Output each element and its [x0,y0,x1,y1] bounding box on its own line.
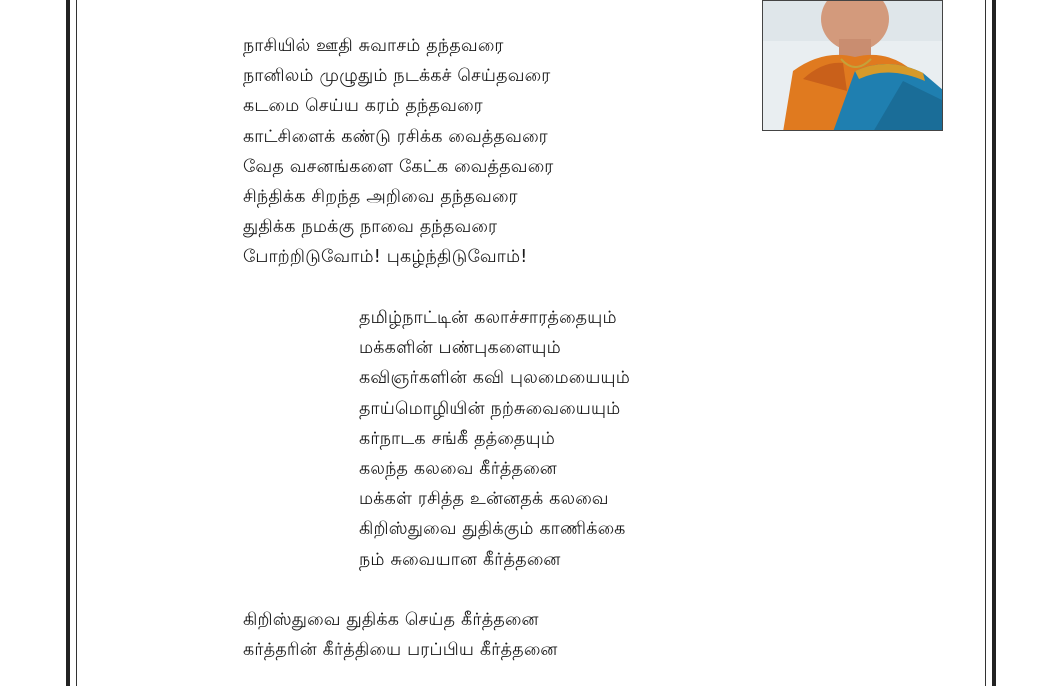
stanza-3 [243,605,558,665]
portrait-photo [762,0,943,131]
portrait-photo-icon [763,1,943,131]
poem-line: கவிஞர்களின் கவி புலமையையும் [359,368,631,389]
poem-line: சிந்திக்க சிறந்த அறிவை தந்தவரை [243,186,518,207]
poem-line: கிறிஸ்துவை துதிக்கும் காணிக்கை [359,519,626,540]
poem-line: போற்றிடுவோம்! புகழ்ந்திடுவோம்! [243,247,528,268]
poem-line: தாய்மொழியின் நற்சுவையையும் [359,398,621,419]
poem-line: கிறிஸ்துவை துதிக்க செய்த கீர்த்தனை [243,610,539,630]
poem-line: தமிழ்நாட்டின் கலாச்சாரத்தையும் [359,308,617,328]
poem-line: மக்களின் பண்புகளையும் [359,338,561,359]
poem-line: கர்த்தரின் கீர்த்தியை பரப்பிய கீர்த்தனை [243,640,558,661]
poem-line: துதிக்க நமக்கு நாவை தந்தவரை [243,217,498,238]
poem-line: வேத வசனங்களை கேட்க வைத்தவரை [243,156,554,177]
poem-line: காட்சிளைக் கண்டு ரசிக்க வைத்தவரை [243,126,548,147]
poem-line: கடமை செய்ய கரம் தந்தவரை [243,96,483,117]
poem-line: நம் சுவையான கீர்த்தனை [359,549,561,570]
poem-line: கலந்த கலவை கீர்த்தனை [359,458,557,479]
poem-line: நானிலம் முழுதும் நடக்கச் செய்தவரை [243,66,551,87]
stanza-2 [359,303,630,575]
stanza-1 [243,31,554,273]
poem-line: கர்நாடக சங்கீ தத்தையும் [359,428,556,449]
poem-line: நாசியில் ஊதி சுவாசம் தந்தவரை [243,36,504,56]
poem-line: மக்கள் ரசித்த உன்னதக் கலவை [359,489,609,510]
